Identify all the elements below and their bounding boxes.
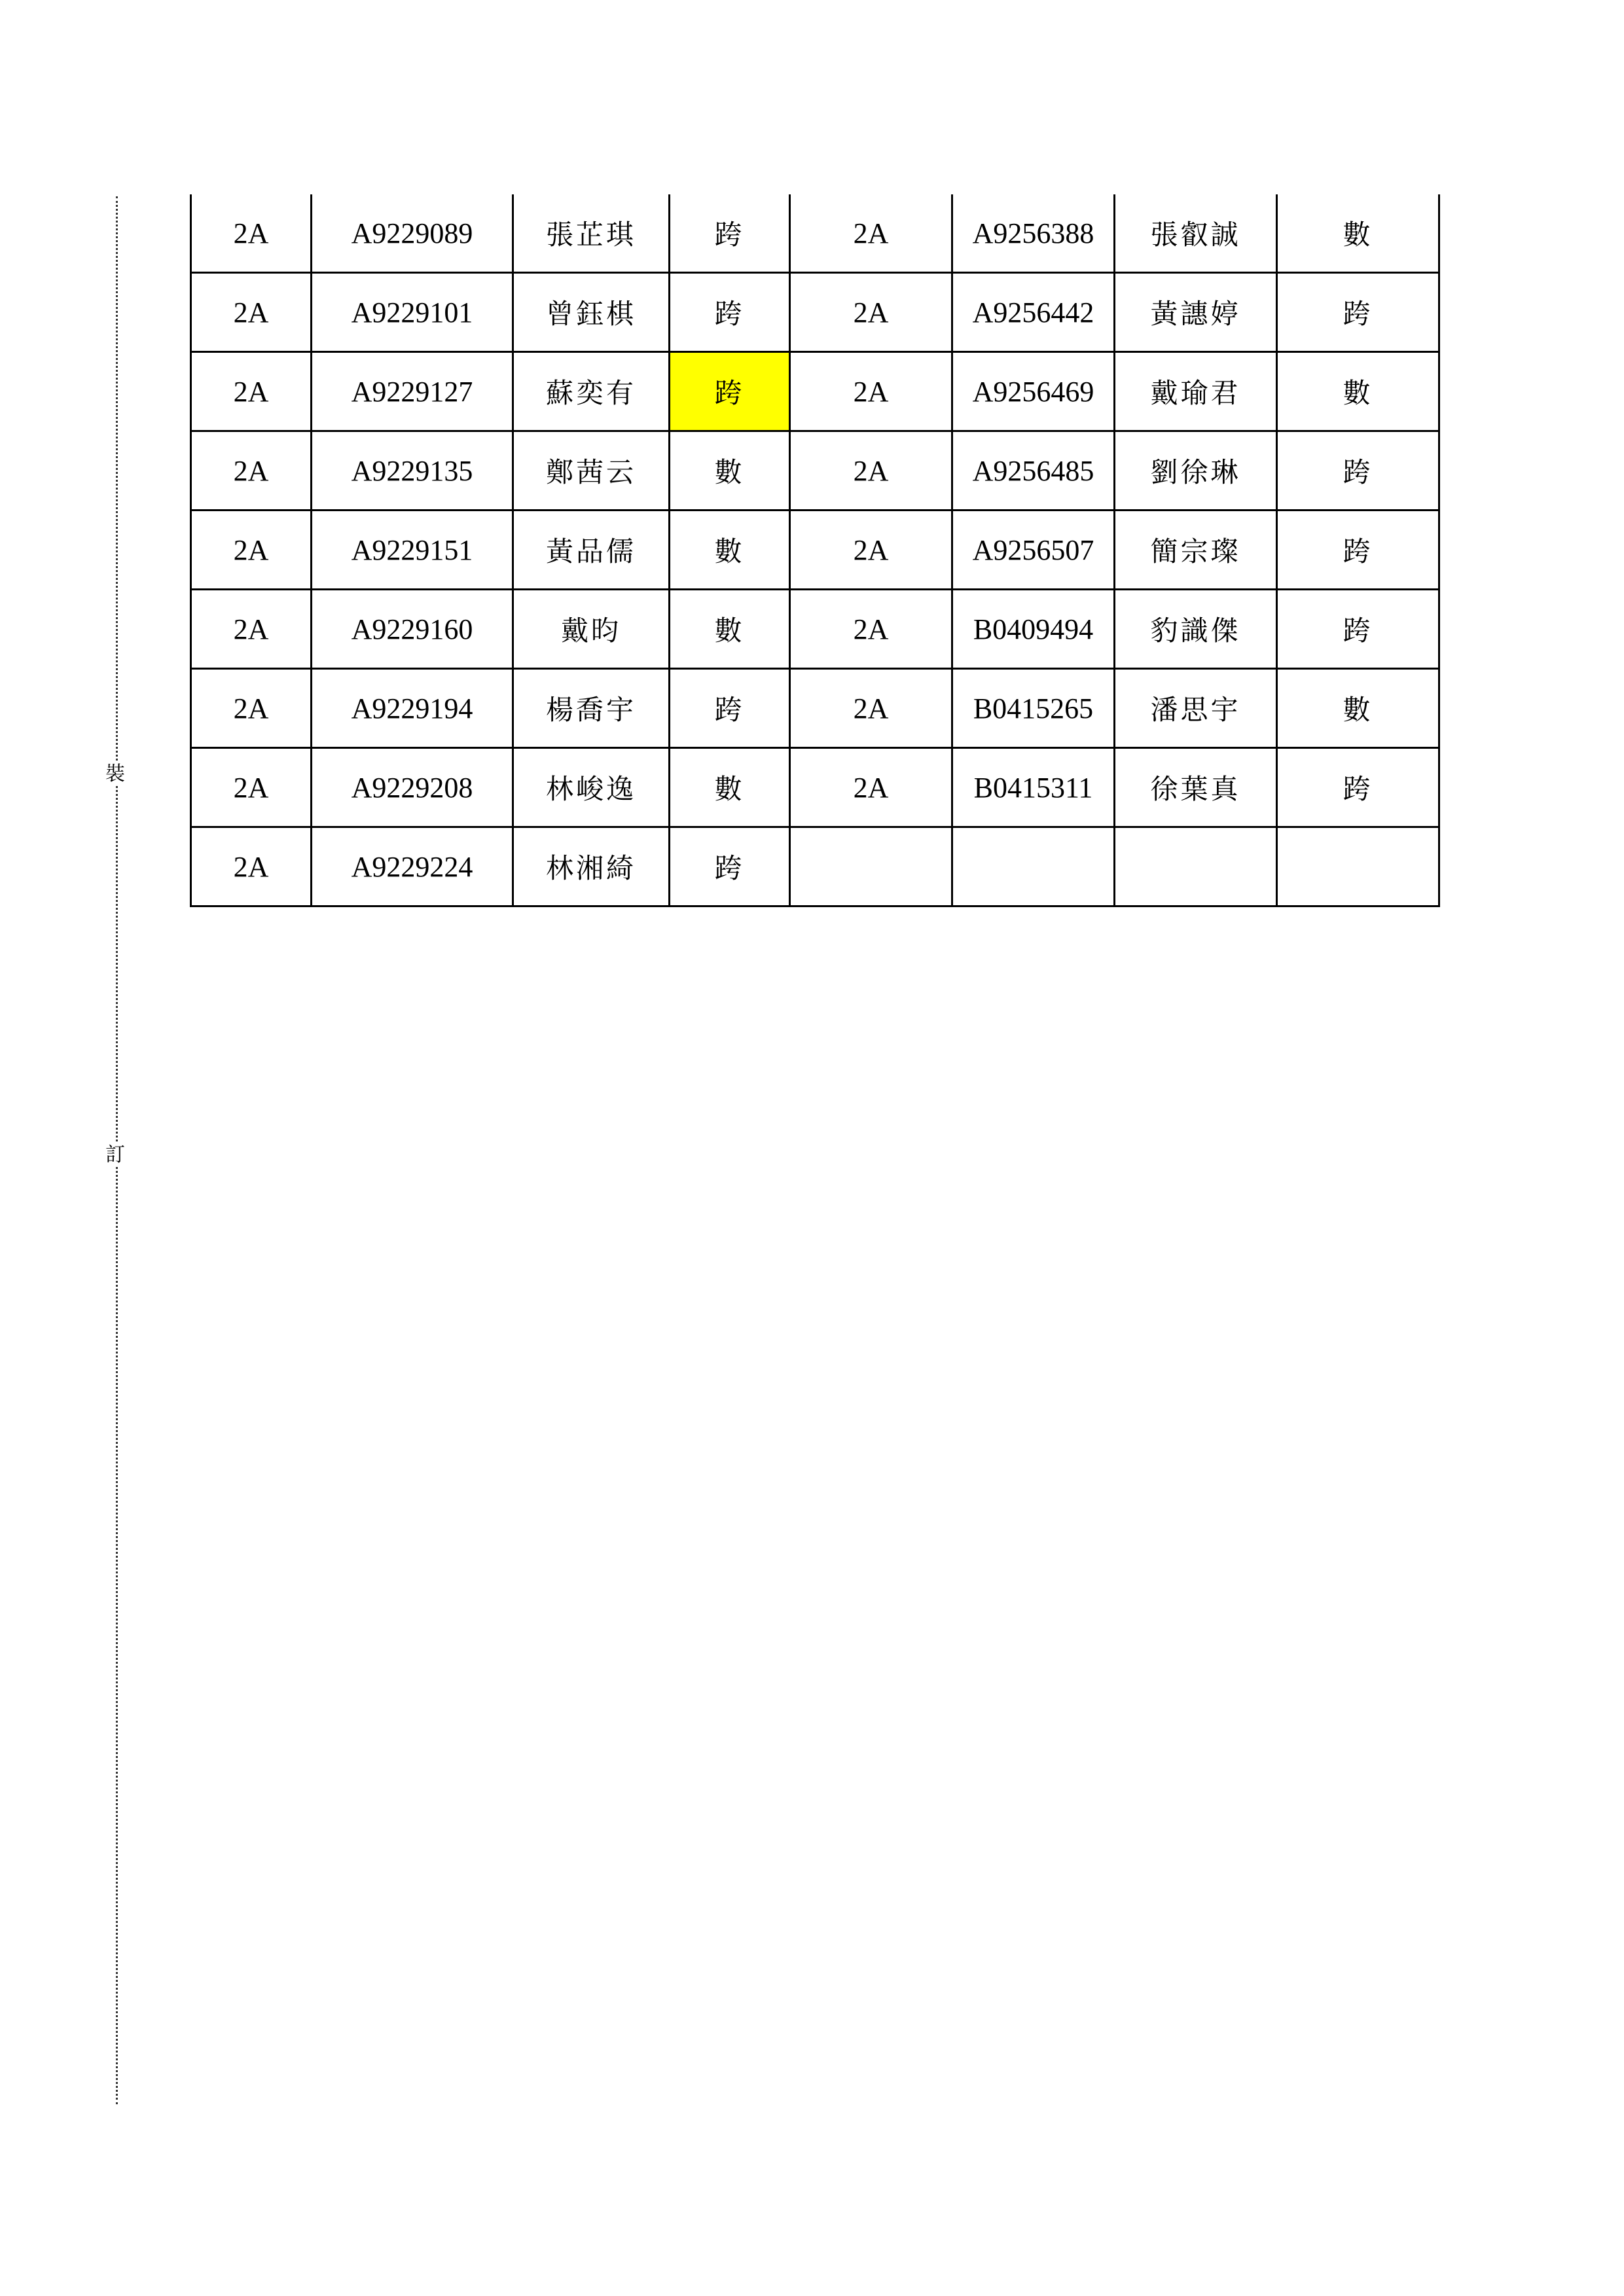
- class-cell: 2A: [191, 352, 312, 431]
- course-type-cell: 跨: [1277, 748, 1439, 827]
- student-name-cell: 張芷琪: [513, 194, 670, 273]
- table-row: [191, 511, 1439, 590]
- course-type-cell: 跨: [1277, 431, 1439, 511]
- student-id-cell: B0415311: [952, 748, 1115, 827]
- course-type-cell: 數: [1277, 669, 1439, 748]
- course-type-cell: 跨: [670, 669, 790, 748]
- student-name-cell: 蘇奕有: [513, 352, 670, 431]
- student-id-cell: A9256507: [952, 511, 1115, 590]
- class-cell: 2A: [790, 273, 952, 352]
- class-cell: 2A: [191, 590, 312, 669]
- student-name-cell: 戴瑜君: [1115, 352, 1277, 431]
- course-type-cell: 數: [1277, 352, 1439, 431]
- class-cell: 2A: [191, 748, 312, 827]
- class-cell: 2A: [191, 431, 312, 511]
- binding-mark-bottom: 訂: [102, 1143, 128, 1167]
- table-row: [191, 669, 1439, 748]
- class-cell: 2A: [790, 669, 952, 748]
- student-name-cell: 張叡誠: [1115, 194, 1277, 273]
- student-name-cell: [1115, 827, 1277, 906]
- table-row: [191, 748, 1439, 827]
- student-id-cell: [952, 827, 1115, 906]
- class-cell: 2A: [191, 669, 312, 748]
- class-cell: [790, 827, 952, 906]
- student-name-cell: 林峻逸: [513, 748, 670, 827]
- student-name-cell: 楊喬宇: [513, 669, 670, 748]
- class-cell: 2A: [790, 590, 952, 669]
- student-name-cell: 鄭茜云: [513, 431, 670, 511]
- student-id-cell: A9256469: [952, 352, 1115, 431]
- student-id-cell: A9229160: [312, 590, 513, 669]
- student-name-cell: 黃品儒: [513, 511, 670, 590]
- class-cell: 2A: [191, 827, 312, 906]
- student-name-cell: 徐葉真: [1115, 748, 1277, 827]
- course-type-cell: 數: [670, 590, 790, 669]
- student-name-cell: 劉徐琳: [1115, 431, 1277, 511]
- class-cell: 2A: [790, 194, 952, 273]
- table-row: [191, 431, 1439, 511]
- student-id-cell: A9256485: [952, 431, 1115, 511]
- course-type-cell: 跨: [670, 273, 790, 352]
- table-row: [191, 273, 1439, 352]
- student-name-cell: 林湘綺: [513, 827, 670, 906]
- course-type-cell-highlighted: 跨: [670, 352, 790, 431]
- student-id-cell: B0415265: [952, 669, 1115, 748]
- binding-mark-top: 裝: [102, 762, 128, 786]
- student-name-cell: 豹識傑: [1115, 590, 1277, 669]
- student-id-cell: A9229224: [312, 827, 513, 906]
- student-id-cell: A9229194: [312, 669, 513, 748]
- student-id-cell: A9229127: [312, 352, 513, 431]
- table-row: [191, 194, 1439, 273]
- course-type-cell: 數: [670, 511, 790, 590]
- course-type-cell: [1277, 827, 1439, 906]
- course-type-cell: 數: [1277, 194, 1439, 273]
- class-cell: 2A: [790, 352, 952, 431]
- student-id-cell: B0409494: [952, 590, 1115, 669]
- table-row: [191, 590, 1439, 669]
- student-id-cell: A9229135: [312, 431, 513, 511]
- class-cell: 2A: [191, 511, 312, 590]
- class-cell: 2A: [191, 273, 312, 352]
- class-cell: 2A: [790, 431, 952, 511]
- student-roster-table: [190, 194, 1440, 907]
- course-type-cell: 跨: [670, 827, 790, 906]
- course-type-cell: 跨: [1277, 511, 1439, 590]
- student-id-cell: A9256388: [952, 194, 1115, 273]
- student-name-cell: 曾鈺棋: [513, 273, 670, 352]
- student-name-cell: 戴昀: [513, 590, 670, 669]
- student-id-cell: A9229089: [312, 194, 513, 273]
- class-cell: 2A: [790, 748, 952, 827]
- class-cell: 2A: [191, 194, 312, 273]
- course-type-cell: 跨: [670, 194, 790, 273]
- course-type-cell: 跨: [1277, 590, 1439, 669]
- student-name-cell: 簡宗璨: [1115, 511, 1277, 590]
- course-type-cell: 數: [670, 748, 790, 827]
- student-name-cell: 潘思宇: [1115, 669, 1277, 748]
- table-row: [191, 352, 1439, 431]
- student-id-cell: A9256442: [952, 273, 1115, 352]
- student-id-cell: A9229208: [312, 748, 513, 827]
- table-row: [191, 827, 1439, 906]
- student-id-cell: A9229151: [312, 511, 513, 590]
- student-id-cell: A9229101: [312, 273, 513, 352]
- class-cell: 2A: [790, 511, 952, 590]
- course-type-cell: 跨: [1277, 273, 1439, 352]
- student-name-cell: 黃譓婷: [1115, 273, 1277, 352]
- course-type-cell: 數: [670, 431, 790, 511]
